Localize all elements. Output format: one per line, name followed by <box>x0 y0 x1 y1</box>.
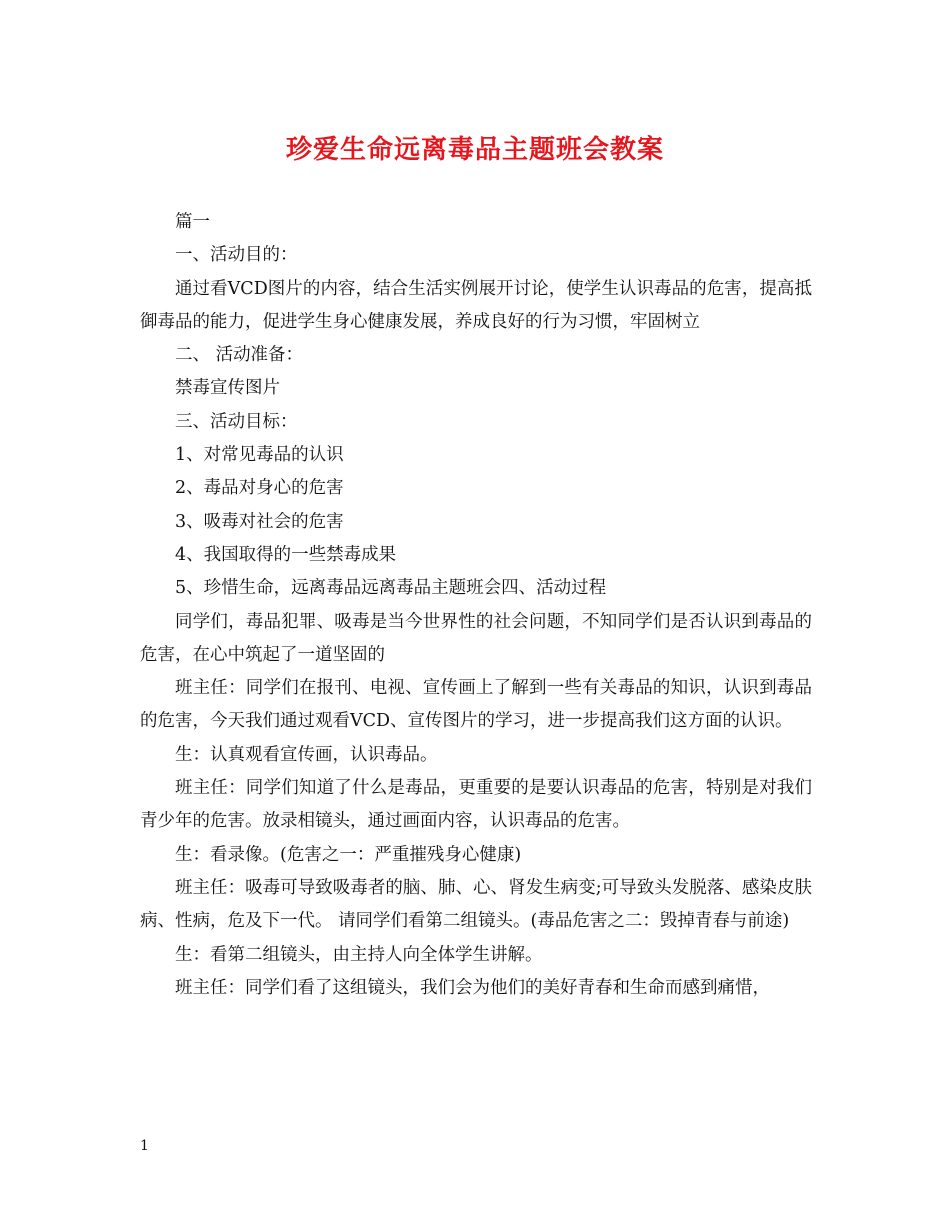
paragraph: 篇一 <box>175 212 210 232</box>
paragraph: 禁毒宣传图片 <box>175 378 280 399</box>
paragraph: 三、活动目标： <box>175 411 298 432</box>
paragraph: 生：认真观看宣传画，认识毒品。 <box>175 744 438 765</box>
paragraph: 5、珍惜生命，远离毒品远离毒品主题班会四、活动过程 <box>175 578 607 599</box>
paragraph: 生：看录像。(危害之一：严重摧残身心健康) <box>175 844 522 865</box>
paragraph: 一、活动目的： <box>175 245 298 266</box>
paragraph: 通过看VCD图片的内容，结合生活实例展开讨论，使学生认识毒品的危害，提高抵御毒品的能力，促进学生身心健康发展，养成良好的行为习惯，牢固树立 <box>140 278 812 332</box>
paragraph: 班主任：同学们知道了什么是毒品，更重要的是要认识毒品的危害，特别是对我们青少年的危害。放录相镜头，通过画面内容，认识毒品的危害。 <box>140 778 812 832</box>
paragraph: 生：看第二组镜头，由主持人向全体学生讲解。 <box>175 944 543 965</box>
paragraph: 同学们，毒品犯罪、吸毒是当今世界性的社会问题，不知同学们是否认识到毒品的危害，在心中筑起了一道坚固的 <box>140 611 812 665</box>
paragraph: 班主任：吸毒可导致吸毒者的脑、肺、心、肾发生病变;可导致头发脱落、感染皮肤病、性病，危及下一代。 请同学们看第二组镜头。(毒品危害之二：毁掉青春与前途) <box>140 877 812 932</box>
paragraph: 4、我国取得的一些禁毒成果 <box>175 544 397 565</box>
document-body <box>140 206 812 1005</box>
paragraph: 1、对常见毒品的认识 <box>175 445 344 466</box>
page-number: 1 <box>140 1138 149 1154</box>
paragraph: 班主任：同学们在报刊、电视、宣传画上了解到一些有关毒品的知识，认识到毒品的危害，今天我们通过观看VCD、宣传图片的学习，进一步提高我们这方面的认识。 <box>140 678 812 732</box>
paragraph: 二、 活动准备： <box>175 345 304 366</box>
paragraph: 3、吸毒对社会的危害 <box>175 511 344 532</box>
paragraph: 2、毒品对身心的危害 <box>175 478 344 499</box>
paragraph: 班主任：同学们看了这组镜头，我们会为他们的美好青春和生命而感到痛惜， <box>175 977 770 998</box>
document-title: 珍爱生命远离毒品主题班会教案 <box>285 135 664 165</box>
